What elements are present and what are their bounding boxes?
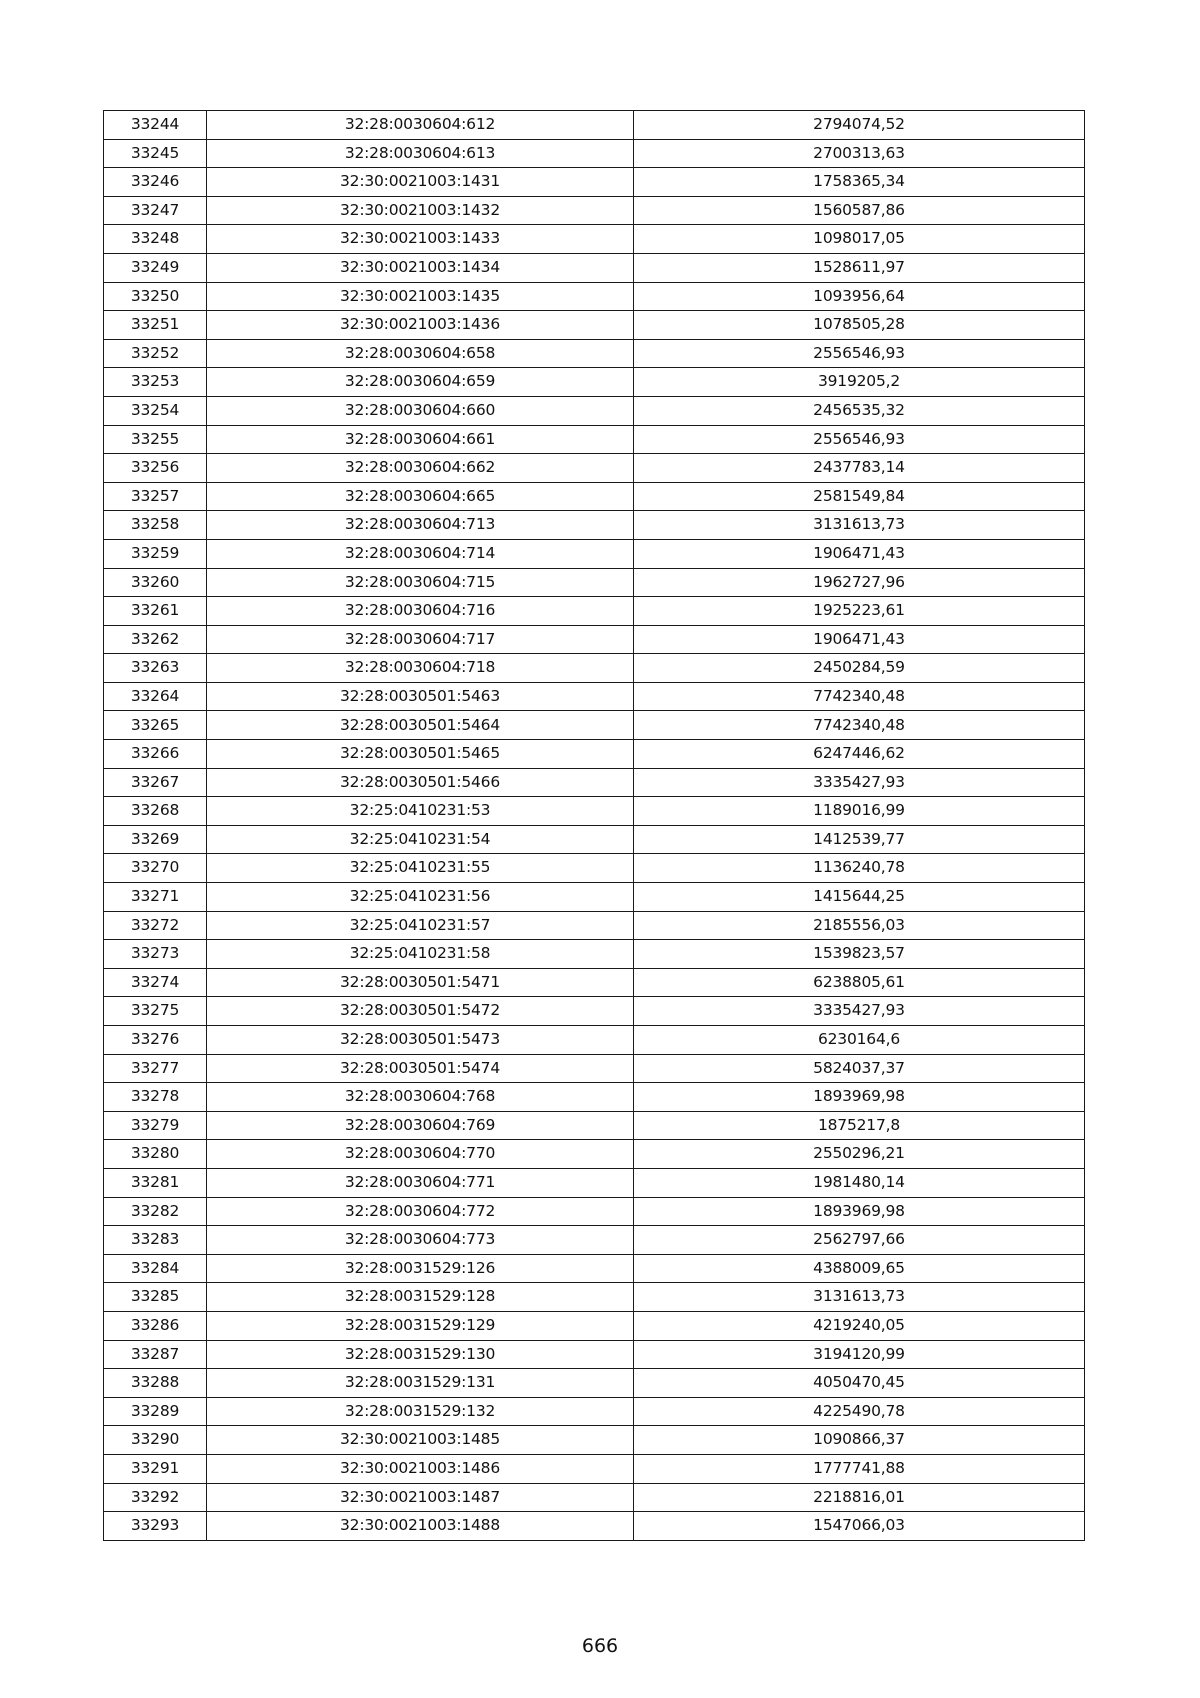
table-row — [104, 1054, 1085, 1083]
table-row — [104, 682, 1085, 711]
cadastral-number-cell: 32:25:0410231:57 — [207, 911, 634, 940]
row-number-cell: 33266 — [104, 740, 207, 769]
value-cell: 1925223,61 — [634, 597, 1085, 626]
cadastral-number-cell: 32:28:0031529:129 — [207, 1311, 634, 1340]
table-row — [104, 1226, 1085, 1255]
cadastral-number-cell: 32:25:0410231:53 — [207, 797, 634, 826]
table-row — [104, 825, 1085, 854]
value-cell: 1962727,96 — [634, 568, 1085, 597]
value-cell: 1412539,77 — [634, 825, 1085, 854]
cadastral-number-cell: 32:28:0030604:660 — [207, 396, 634, 425]
cadastral-number-cell: 32:28:0030604:718 — [207, 654, 634, 683]
cadastral-number-cell: 32:30:0021003:1434 — [207, 253, 634, 282]
table-row — [104, 253, 1085, 282]
table-row — [104, 883, 1085, 912]
row-number-cell: 33255 — [104, 425, 207, 454]
value-cell: 6238805,61 — [634, 968, 1085, 997]
table-row — [104, 168, 1085, 197]
cadastral-number-cell: 32:28:0030604:715 — [207, 568, 634, 597]
row-number-cell: 33248 — [104, 225, 207, 254]
cadastral-number-cell: 32:28:0030501:5474 — [207, 1054, 634, 1083]
row-number-cell: 33260 — [104, 568, 207, 597]
table-row — [104, 139, 1085, 168]
row-number-cell: 33273 — [104, 940, 207, 969]
row-number-cell: 33267 — [104, 768, 207, 797]
table-row — [104, 1311, 1085, 1340]
value-cell: 5824037,37 — [634, 1054, 1085, 1083]
table-row — [104, 1140, 1085, 1169]
value-cell: 1528611,97 — [634, 253, 1085, 282]
table-row — [104, 311, 1085, 340]
table-row — [104, 740, 1085, 769]
table-row — [104, 396, 1085, 425]
row-number-cell: 33265 — [104, 711, 207, 740]
cadastral-number-cell: 32:28:0030604:665 — [207, 482, 634, 511]
table-body — [104, 111, 1085, 1541]
value-cell: 1560587,86 — [634, 196, 1085, 225]
value-cell: 4388009,65 — [634, 1254, 1085, 1283]
row-number-cell: 33278 — [104, 1083, 207, 1112]
cadastral-number-cell: 32:28:0030604:768 — [207, 1083, 634, 1112]
row-number-cell: 33287 — [104, 1340, 207, 1369]
table-row — [104, 1111, 1085, 1140]
value-cell: 4219240,05 — [634, 1311, 1085, 1340]
cadastral-number-cell: 32:30:0021003:1435 — [207, 282, 634, 311]
cadastral-number-cell: 32:28:0030501:5472 — [207, 997, 634, 1026]
row-number-cell: 33245 — [104, 139, 207, 168]
row-number-cell: 33254 — [104, 396, 207, 425]
cadastral-number-cell: 32:30:0021003:1431 — [207, 168, 634, 197]
cadastral-number-cell: 32:28:0030604:771 — [207, 1168, 634, 1197]
value-cell: 1090866,37 — [634, 1426, 1085, 1455]
value-cell: 1093956,64 — [634, 282, 1085, 311]
row-number-cell: 33268 — [104, 797, 207, 826]
row-number-cell: 33250 — [104, 282, 207, 311]
value-cell: 2562797,66 — [634, 1226, 1085, 1255]
value-cell: 1875217,8 — [634, 1111, 1085, 1140]
value-cell: 3335427,93 — [634, 768, 1085, 797]
table-row — [104, 997, 1085, 1026]
table-row — [104, 1454, 1085, 1483]
table-row — [104, 854, 1085, 883]
value-cell: 1078505,28 — [634, 311, 1085, 340]
row-number-cell: 33289 — [104, 1397, 207, 1426]
value-cell: 2185556,03 — [634, 911, 1085, 940]
table-row — [104, 1512, 1085, 1541]
table-row — [104, 1168, 1085, 1197]
row-number-cell: 33288 — [104, 1369, 207, 1398]
value-cell: 3131613,73 — [634, 511, 1085, 540]
cadastral-number-cell: 32:30:0021003:1488 — [207, 1512, 634, 1541]
value-cell: 4050470,45 — [634, 1369, 1085, 1398]
value-cell: 1539823,57 — [634, 940, 1085, 969]
cadastral-number-cell: 32:28:0030501:5471 — [207, 968, 634, 997]
value-cell: 2550296,21 — [634, 1140, 1085, 1169]
table-row — [104, 1197, 1085, 1226]
value-cell: 3131613,73 — [634, 1283, 1085, 1312]
row-number-cell: 33277 — [104, 1054, 207, 1083]
value-cell: 2556546,93 — [634, 425, 1085, 454]
row-number-cell: 33285 — [104, 1283, 207, 1312]
row-number-cell: 33281 — [104, 1168, 207, 1197]
row-number-cell: 33253 — [104, 368, 207, 397]
cadastral-number-cell: 32:28:0030501:5465 — [207, 740, 634, 769]
cadastral-number-cell: 32:28:0030604:772 — [207, 1197, 634, 1226]
cadastral-number-cell: 32:28:0030604:661 — [207, 425, 634, 454]
value-cell: 1136240,78 — [634, 854, 1085, 883]
row-number-cell: 33280 — [104, 1140, 207, 1169]
row-number-cell: 33249 — [104, 253, 207, 282]
cadastral-number-cell: 32:30:0021003:1487 — [207, 1483, 634, 1512]
row-number-cell: 33264 — [104, 682, 207, 711]
table-row — [104, 1369, 1085, 1398]
row-number-cell: 33257 — [104, 482, 207, 511]
value-cell: 3335427,93 — [634, 997, 1085, 1026]
row-number-cell: 33290 — [104, 1426, 207, 1455]
value-cell: 4225490,78 — [634, 1397, 1085, 1426]
table-row — [104, 1340, 1085, 1369]
table-row — [104, 539, 1085, 568]
value-cell: 1893969,98 — [634, 1083, 1085, 1112]
row-number-cell: 33262 — [104, 625, 207, 654]
cadastral-number-cell: 32:28:0030604:613 — [207, 139, 634, 168]
value-cell: 2581549,84 — [634, 482, 1085, 511]
cadastral-number-cell: 32:28:0030604:716 — [207, 597, 634, 626]
cadastral-number-cell: 32:28:0030501:5473 — [207, 1026, 634, 1055]
table-row — [104, 968, 1085, 997]
value-cell: 1906471,43 — [634, 539, 1085, 568]
value-cell: 1758365,34 — [634, 168, 1085, 197]
table-row — [104, 511, 1085, 540]
row-number-cell: 33269 — [104, 825, 207, 854]
value-cell: 1777741,88 — [634, 1454, 1085, 1483]
cadastral-number-cell: 32:28:0030604:770 — [207, 1140, 634, 1169]
value-cell: 1906471,43 — [634, 625, 1085, 654]
row-number-cell: 33261 — [104, 597, 207, 626]
cadastral-number-cell: 32:28:0031529:126 — [207, 1254, 634, 1283]
cadastral-number-cell: 32:25:0410231:58 — [207, 940, 634, 969]
table-row — [104, 1397, 1085, 1426]
value-cell: 1415644,25 — [634, 883, 1085, 912]
value-cell: 1547066,03 — [634, 1512, 1085, 1541]
row-number-cell: 33274 — [104, 968, 207, 997]
row-number-cell: 33282 — [104, 1197, 207, 1226]
row-number-cell: 33270 — [104, 854, 207, 883]
cadastral-number-cell: 32:25:0410231:56 — [207, 883, 634, 912]
cadastral-number-cell: 32:28:0030501:5464 — [207, 711, 634, 740]
row-number-cell: 33292 — [104, 1483, 207, 1512]
row-number-cell: 33252 — [104, 339, 207, 368]
row-number-cell: 33291 — [104, 1454, 207, 1483]
cadastral-number-cell: 32:28:0030604:717 — [207, 625, 634, 654]
value-cell: 2456535,32 — [634, 396, 1085, 425]
cadastral-number-cell: 32:28:0030604:662 — [207, 454, 634, 483]
value-cell: 6247446,62 — [634, 740, 1085, 769]
cadastral-number-cell: 32:28:0031529:128 — [207, 1283, 634, 1312]
cadastral-number-cell: 32:30:0021003:1486 — [207, 1454, 634, 1483]
row-number-cell: 33272 — [104, 911, 207, 940]
cadastral-number-cell: 32:25:0410231:55 — [207, 854, 634, 883]
table-row — [104, 768, 1085, 797]
cadastral-number-cell: 32:30:0021003:1485 — [207, 1426, 634, 1455]
cadastral-number-cell: 32:28:0031529:130 — [207, 1340, 634, 1369]
row-number-cell: 33263 — [104, 654, 207, 683]
table-row — [104, 654, 1085, 683]
table-row — [104, 1026, 1085, 1055]
table-row — [104, 425, 1085, 454]
value-cell: 1893969,98 — [634, 1197, 1085, 1226]
row-number-cell: 33259 — [104, 539, 207, 568]
cadastral-number-cell: 32:28:0031529:132 — [207, 1397, 634, 1426]
cadastral-number-cell: 32:28:0030604:714 — [207, 539, 634, 568]
table-row — [104, 368, 1085, 397]
value-cell: 2450284,59 — [634, 654, 1085, 683]
table-row — [104, 711, 1085, 740]
row-number-cell: 33276 — [104, 1026, 207, 1055]
cadastral-number-cell: 32:28:0030604:769 — [207, 1111, 634, 1140]
value-cell: 2556546,93 — [634, 339, 1085, 368]
table-row — [104, 911, 1085, 940]
row-number-cell: 33247 — [104, 196, 207, 225]
cadastral-number-cell: 32:28:0030604:713 — [207, 511, 634, 540]
value-cell: 1098017,05 — [634, 225, 1085, 254]
cadastral-number-cell: 32:28:0030604:612 — [207, 111, 634, 140]
cadastral-number-cell: 32:28:0030604:658 — [207, 339, 634, 368]
value-cell: 2218816,01 — [634, 1483, 1085, 1512]
table-row — [104, 282, 1085, 311]
cadastral-number-cell: 32:30:0021003:1433 — [207, 225, 634, 254]
table-row — [104, 625, 1085, 654]
table-row — [104, 482, 1085, 511]
value-cell: 2700313,63 — [634, 139, 1085, 168]
row-number-cell: 33256 — [104, 454, 207, 483]
row-number-cell: 33293 — [104, 1512, 207, 1541]
row-number-cell: 33251 — [104, 311, 207, 340]
value-cell: 1981480,14 — [634, 1168, 1085, 1197]
cadastral-number-cell: 32:28:0031529:131 — [207, 1369, 634, 1398]
cadastral-number-cell: 32:30:0021003:1432 — [207, 196, 634, 225]
row-number-cell: 33271 — [104, 883, 207, 912]
row-number-cell: 33246 — [104, 168, 207, 197]
cadastral-number-cell: 32:28:0030501:5463 — [207, 682, 634, 711]
row-number-cell: 33275 — [104, 997, 207, 1026]
value-cell: 1189016,99 — [634, 797, 1085, 826]
cadastral-number-cell: 32:25:0410231:54 — [207, 825, 634, 854]
row-number-cell: 33279 — [104, 1111, 207, 1140]
table-row — [104, 339, 1085, 368]
value-cell: 3194120,99 — [634, 1340, 1085, 1369]
table-row — [104, 454, 1085, 483]
table-row — [104, 111, 1085, 140]
table-row — [104, 1254, 1085, 1283]
table-row — [104, 1483, 1085, 1512]
cadastral-number-cell: 32:28:0030501:5466 — [207, 768, 634, 797]
row-number-cell: 33283 — [104, 1226, 207, 1255]
cadastral-number-cell: 32:28:0030604:659 — [207, 368, 634, 397]
value-cell: 7742340,48 — [634, 682, 1085, 711]
value-cell: 2794074,52 — [634, 111, 1085, 140]
table-row — [104, 196, 1085, 225]
page-number: 666 — [581, 1635, 619, 1657]
table-row — [104, 797, 1085, 826]
row-number-cell: 33244 — [104, 111, 207, 140]
value-cell: 2437783,14 — [634, 454, 1085, 483]
table-row — [104, 940, 1085, 969]
value-cell: 3919205,2 — [634, 368, 1085, 397]
cadastral-number-cell: 32:30:0021003:1436 — [207, 311, 634, 340]
row-number-cell: 33286 — [104, 1311, 207, 1340]
table-row — [104, 1283, 1085, 1312]
cadastral-number-cell: 32:28:0030604:773 — [207, 1226, 634, 1255]
table-row — [104, 597, 1085, 626]
table-row — [104, 568, 1085, 597]
table-row — [104, 1426, 1085, 1455]
table-row — [104, 225, 1085, 254]
cadastral-value-table — [103, 110, 1085, 1541]
row-number-cell: 33284 — [104, 1254, 207, 1283]
value-cell: 7742340,48 — [634, 711, 1085, 740]
row-number-cell: 33258 — [104, 511, 207, 540]
table-row — [104, 1083, 1085, 1112]
value-cell: 6230164,6 — [634, 1026, 1085, 1055]
